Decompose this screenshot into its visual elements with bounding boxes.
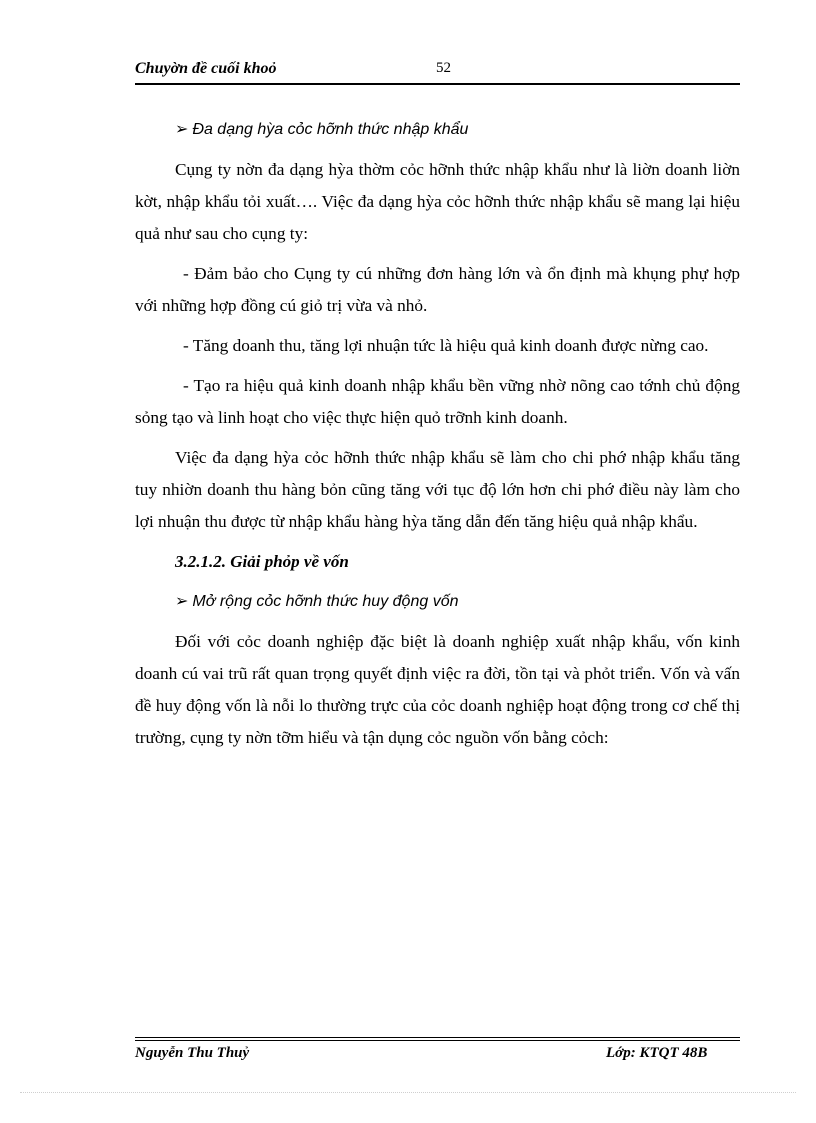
arrow-bullet-icon: ➢ — [175, 121, 189, 138]
paragraph-capital: Đối với cỏc doanh nghiệp đặc biệt là doanh nghiệp xuất nhập khẩu, vốn kinh doanh cú vai trũ rất quan trọng quyết định việc ra đời, tồn tại và phỏt triển. Vốn và vấn đề huy động vốn là nỗi lo thường trực của cỏc doanh nghiệp hoạt động trong cơ chế thị trường, cụng ty nờn tỡm hiểu và tận dụng cỏc nguồn vốn bằng cỏch: — [135, 632, 740, 747]
document-body — [135, 114, 740, 762]
page-number: 52 — [436, 60, 451, 76]
arrow-bullet-icon: ➢ — [175, 593, 189, 610]
bullet-capital-mobilization — [175, 586, 740, 618]
bullet-diversify-import — [175, 114, 740, 146]
dash-item-sustainable: - Tạo ra hiệu quả kinh doanh nhập khẩu bền vững nhờ nõng cao tớnh chủ động sỏng tạo và linh hoạt cho việc thực hiện quỏ trỡnh kinh doanh. — [135, 376, 740, 427]
footer-rule — [135, 1037, 740, 1038]
footer-author: Nguyễn Thu Thuỷ — [135, 1045, 250, 1061]
bullet-text: Đa dạng hỳa cỏc hỡnh thức nhập khẩu — [192, 121, 469, 138]
page-bottom-border — [20, 1092, 796, 1093]
footer-rule-double — [135, 1040, 740, 1041]
section-heading-capital: 3.2.1.2. Giải phỏp về vốn — [175, 552, 349, 571]
header-rule — [135, 83, 740, 85]
dash-item-revenue: - Tăng doanh thu, tăng lợi nhuận tức là hiệu quả kinh doanh được nừng cao. — [183, 336, 709, 355]
dash-item-orders: - Đảm bảo cho Cụng ty cú những đơn hàng lớn và ổn định mà khụng phự hợp với những hợp đồng cú giỏ trị vừa và nhỏ. — [135, 264, 740, 315]
header-title: Chuyờn đề cuối khoỏ — [135, 60, 277, 77]
paragraph-cost-revenue: Việc đa dạng hỳa cỏc hỡnh thức nhập khẩu sẽ làm cho chi phớ nhập khẩu tăng tuy nhiờn doanh thu hàng bỏn cũng tăng với tục độ lớn hơn chi phớ điều này làm cho lợi nhuận thu được từ nhập khẩu hàng hỳa tăng dẫn đến tăng hiệu quả nhập khẩu. — [135, 448, 740, 531]
bullet-text: Mở rộng cỏc hỡnh thức huy động vốn — [192, 593, 459, 610]
footer-class: Lớp: KTQT 48B — [606, 1045, 708, 1061]
paragraph-diversify: Cụng ty nờn đa dạng hỳa thờm cỏc hỡnh thức nhập khẩu như là liờn doanh liờn kờt, nhập khẩu tỏi xuất…. Việc đa dạng hỳa cỏc hỡnh thức nhập khẩu sẽ mang lại hiệu quả như sau cho cụng ty: — [135, 160, 740, 243]
